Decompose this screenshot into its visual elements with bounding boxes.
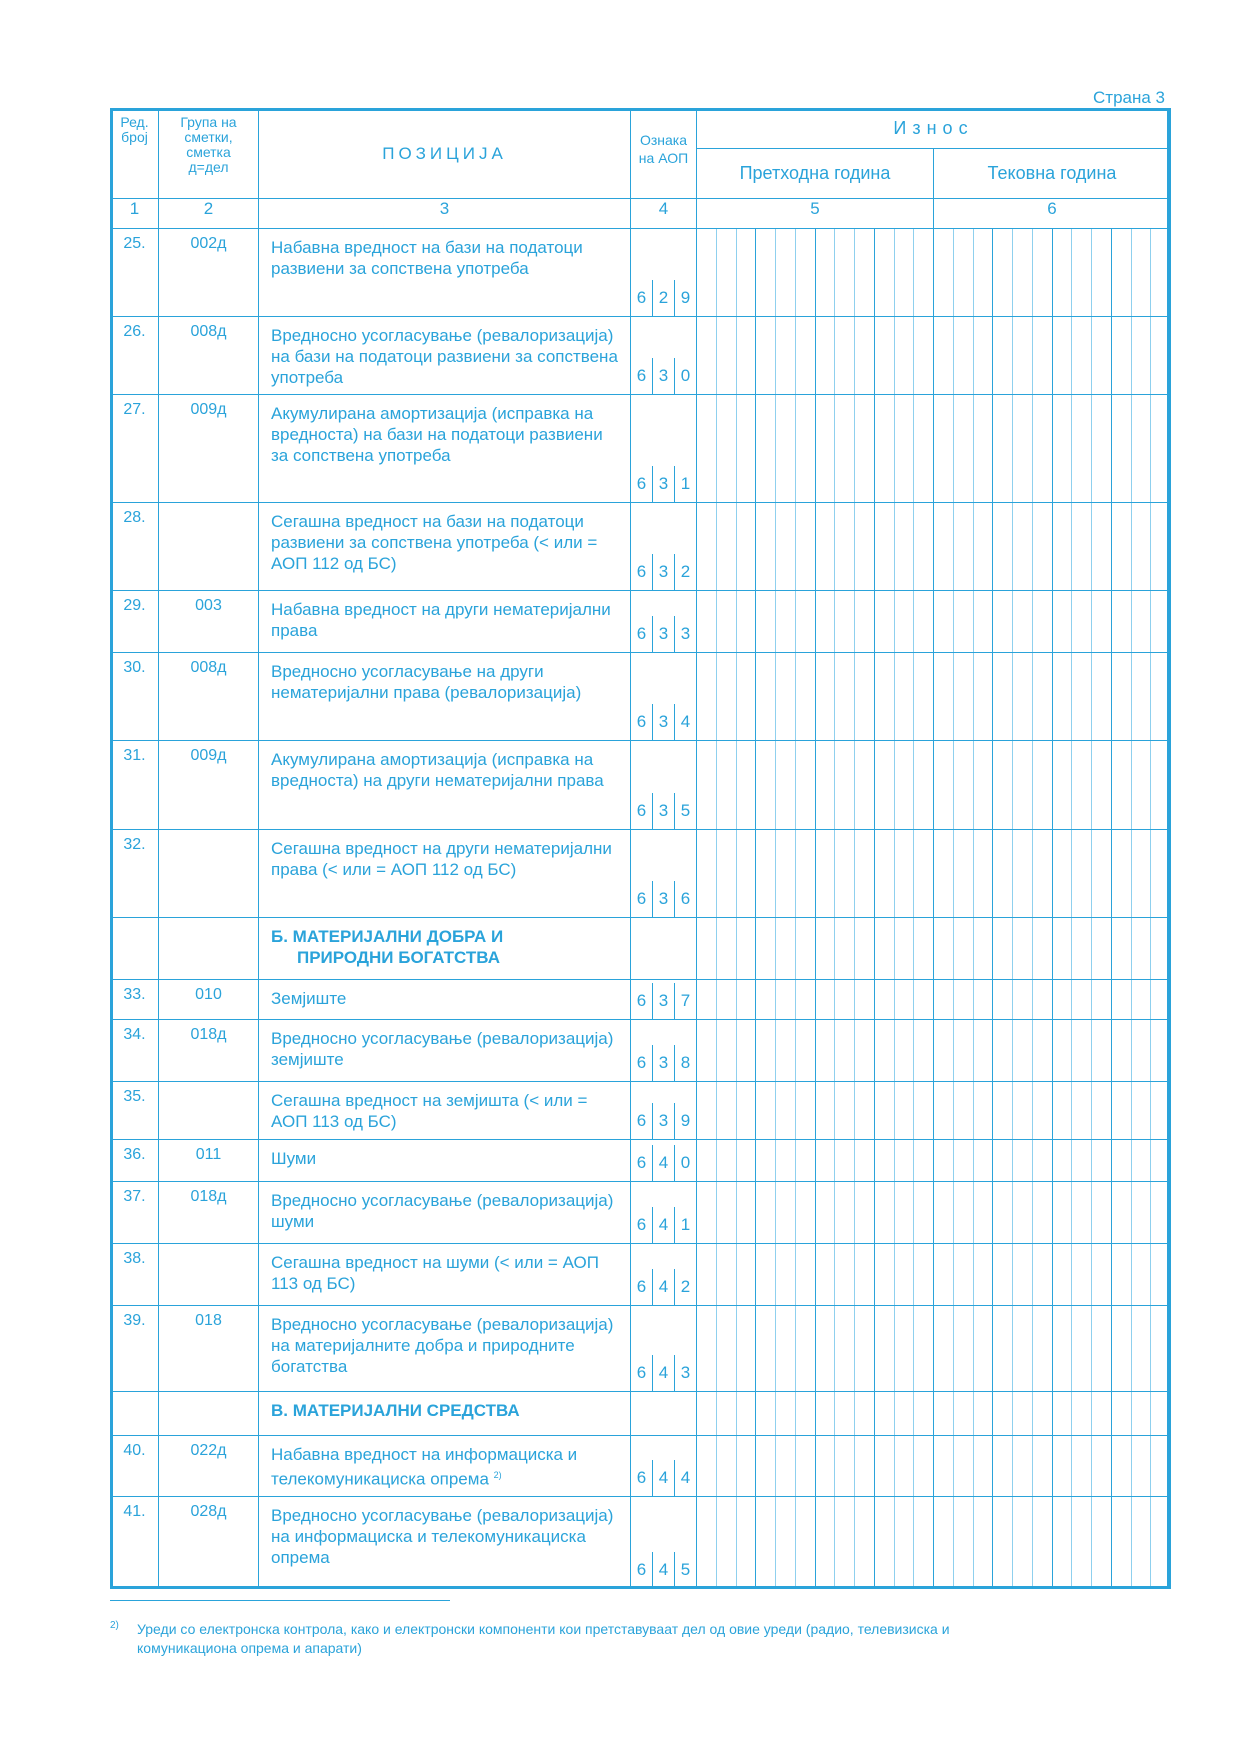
- aop-digit: 6: [636, 1362, 647, 1382]
- aop-digit: 6: [636, 1467, 647, 1487]
- position-text: Набавна вредност на информациска и телекомуникациска опрема: [271, 1445, 578, 1489]
- row-number: 31.: [111, 741, 159, 829]
- column-number: 1: [111, 199, 159, 229]
- account-group: 009д: [159, 395, 259, 503]
- aop-digit: 3: [652, 704, 674, 740]
- aop-digit: 6: [636, 366, 647, 386]
- footnote-mark: 2): [110, 1620, 119, 1631]
- position-text: Набавна вредност на бази на податоци развиени за сопствена употреба: [271, 238, 583, 278]
- aop-digit: 6: [636, 800, 647, 820]
- aop-digit: 4: [652, 1460, 674, 1496]
- row-number: 28.: [111, 503, 159, 591]
- header-position: ПОЗИЦИЈА: [259, 109, 631, 199]
- row-number: 39.: [111, 1305, 159, 1391]
- aop-digit: 0: [674, 1145, 696, 1181]
- position-text: Набавна вредност на други нематеријални права: [271, 600, 611, 641]
- position-text: Акумулирана амортизација (исправка на вредноста) на други нематеријални права: [271, 750, 604, 791]
- position-text: Сегашна вредност на шуми (< или = АОП 113 од БС): [271, 1252, 599, 1293]
- header-current-year: Тековна година: [934, 149, 1171, 199]
- header-aop: Ознака на АОП: [631, 109, 697, 199]
- page-number: Страна 3: [1093, 88, 1165, 107]
- aop-digit: 3: [652, 616, 674, 652]
- account-group: 022д: [159, 1436, 259, 1497]
- aop-digit: 6: [636, 888, 647, 908]
- account-group: 010: [159, 979, 259, 1019]
- position-text: Сегашна вредност на бази на податоци развиени за сопствена употреба (< или = АОП 112 од БС): [271, 512, 598, 574]
- aop-digit: 4: [674, 1460, 696, 1496]
- aop-digit: 4: [652, 1207, 674, 1243]
- aop-digit: 1: [674, 1207, 696, 1243]
- header-row-number: Ред. број: [111, 109, 159, 199]
- aop-digit: 3: [652, 793, 674, 829]
- aop-digit: 6: [636, 288, 647, 308]
- account-group: 018: [159, 1305, 259, 1391]
- footnote-text: Уреди со електронска контрола, како и електронски компоненти кои претставуваат дел од овие уреди (радио, телевизиска и комуникациона опрема и апарати): [137, 1621, 950, 1656]
- aop-digit: 8: [674, 1045, 696, 1081]
- position-text: Вредносно усогласување (ревалоризација) на материјалните добра и природните богатства: [271, 1314, 614, 1376]
- row-number: 35.: [111, 1081, 159, 1139]
- aop-digit: 6: [636, 562, 647, 582]
- account-group: 009д: [159, 741, 259, 829]
- aop-digit: 2: [652, 280, 674, 316]
- aop-digit: 4: [652, 1355, 674, 1391]
- aop-digit: 3: [674, 616, 696, 652]
- account-group: 018д: [159, 1019, 259, 1081]
- aop-digit: 6: [636, 1560, 647, 1579]
- position-text: Вредносно усогласување на други нематеријални права (ревалоризација): [271, 662, 582, 703]
- position-text: Сегашна вредност на други нематеријални права (< или = АОП 112 од БС): [271, 838, 612, 879]
- aop-digit: 3: [652, 466, 674, 502]
- header-account-group: Група на сметки, сметка д=дел: [159, 109, 259, 199]
- account-group: 018д: [159, 1181, 259, 1243]
- aop-digit: 3: [652, 358, 674, 394]
- aop-digit: 0: [674, 358, 696, 394]
- aop-digit: 2: [674, 1269, 696, 1305]
- position-text: Шуми: [271, 1148, 317, 1168]
- aop-digit: 5: [674, 793, 696, 829]
- aop-digit: 6: [636, 1276, 647, 1296]
- row-number: 25.: [111, 229, 159, 317]
- account-group: 008д: [159, 317, 259, 395]
- row-number: 32.: [111, 829, 159, 917]
- aop-digit: 3: [652, 881, 674, 917]
- aop-digit: 1: [674, 466, 696, 502]
- column-number: 3: [259, 199, 631, 229]
- footnote: [110, 1620, 1010, 1658]
- row-number: 41.: [111, 1496, 159, 1588]
- aop-digit: 3: [652, 554, 674, 590]
- row-number: 34.: [111, 1019, 159, 1081]
- header-amount: Износ: [697, 109, 1171, 149]
- position-text: Сегашна вредност на земјишта (< или = АОП 113 од БС): [271, 1090, 588, 1131]
- account-group: 011: [159, 1139, 259, 1181]
- aop-digit: 6: [636, 990, 647, 1010]
- aop-digit: 6: [636, 624, 647, 644]
- position-text: Вредносно усогласување (ревалоризација) на бази на податоци развиени за сопствена употреба: [271, 326, 618, 388]
- aop-digit: 4: [652, 1269, 674, 1305]
- row-number: 40.: [111, 1436, 159, 1497]
- position-text: Земјиште: [271, 988, 347, 1008]
- position-text: Вредносно усогласување (ревалоризација) земјиште: [271, 1028, 614, 1069]
- form-frame: [110, 108, 1170, 1589]
- aop-digit: 5: [674, 1552, 696, 1588]
- row-number: 33.: [111, 979, 159, 1019]
- aop-digit: 2: [674, 554, 696, 590]
- aop-digit: 9: [674, 1103, 696, 1139]
- aop-digit: 4: [652, 1145, 674, 1181]
- column-number: 4: [631, 199, 697, 229]
- row-number: 27.: [111, 395, 159, 503]
- aop-digit: 6: [636, 1214, 647, 1234]
- position-text: Вредносно усогласување (ревалоризација) шуми: [271, 1190, 614, 1231]
- row-number: 29.: [111, 591, 159, 653]
- section-title-line1: В. МАТЕРИЈАЛНИ СРЕДСТВА: [271, 1400, 520, 1420]
- footnote-rule: [110, 1600, 450, 1601]
- column-number: 2: [159, 199, 259, 229]
- aop-digit: 6: [636, 712, 647, 732]
- account-group: 002д: [159, 229, 259, 317]
- aop-digit: 6: [636, 1052, 647, 1072]
- aop-digit: 6: [636, 1110, 647, 1130]
- footnote-reference: 2): [493, 1470, 502, 1480]
- row-number: 37.: [111, 1181, 159, 1243]
- aop-digit: 6: [636, 474, 647, 494]
- aop-digit: 3: [652, 983, 674, 1019]
- section-title-line2: ПРИРОДНИ БОГАТСТВА: [297, 947, 500, 967]
- column-number: 6: [934, 199, 1171, 229]
- aop-digit: 4: [674, 704, 696, 740]
- aop-digit: 6: [674, 881, 696, 917]
- row-number: 38.: [111, 1243, 159, 1305]
- position-text: Вредносно усогласување (ревалоризација) на информациска и телекомуникациска опрема: [271, 1505, 614, 1567]
- row-number: 30.: [111, 653, 159, 741]
- row-number: 36.: [111, 1139, 159, 1181]
- aop-digit: 3: [652, 1045, 674, 1081]
- account-group: 003: [159, 591, 259, 653]
- aop-digit: 4: [652, 1552, 674, 1588]
- account-group: 008д: [159, 653, 259, 741]
- account-group: 028д: [159, 1496, 259, 1588]
- row-number: 26.: [111, 317, 159, 395]
- section-title-line1: Б. МАТЕРИЈАЛНИ ДОБРА И: [271, 926, 504, 946]
- column-number: 5: [697, 199, 934, 229]
- aop-digit: 3: [652, 1103, 674, 1139]
- position-text: Акумулирана амортизација (исправка на вредноста) на бази на податоци развиени за сопствена употреба: [271, 404, 603, 466]
- header-previous-year: Претходна година: [697, 149, 934, 199]
- aop-digit: 7: [674, 983, 696, 1019]
- aop-digit: 3: [674, 1355, 696, 1391]
- aop-digit: 9: [674, 280, 696, 316]
- aop-digit: 6: [636, 1152, 647, 1172]
